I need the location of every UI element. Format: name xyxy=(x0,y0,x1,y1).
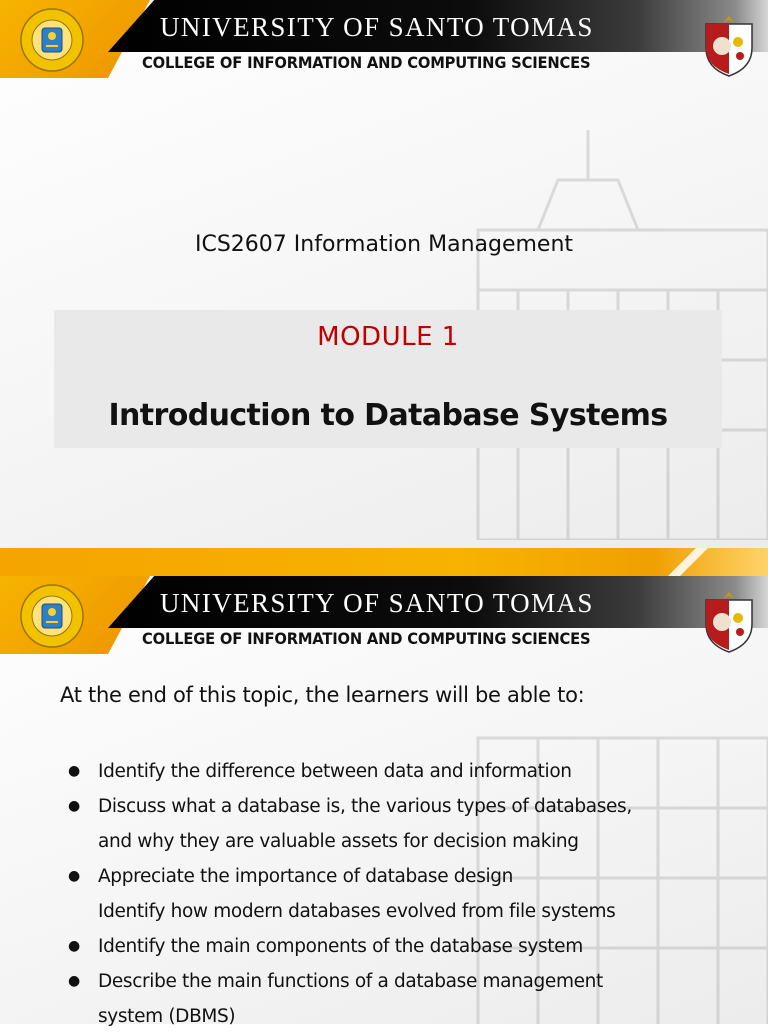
objective-item-continuation xyxy=(60,824,750,859)
module-box xyxy=(54,310,722,448)
cics-crest-icon xyxy=(700,12,758,78)
objective-item xyxy=(60,789,750,824)
objective-text: Identify the difference between data and information xyxy=(98,761,572,782)
ust-seal-icon xyxy=(14,4,86,74)
slide-top-gold-strip xyxy=(0,548,768,576)
module-number: MODULE 1 xyxy=(317,322,459,352)
slide-header xyxy=(0,0,768,80)
objective-text: Discuss what a database is, the various types of databases, xyxy=(98,796,632,817)
bullet-icon: ● xyxy=(68,763,80,779)
objective-item xyxy=(60,929,750,964)
university-name: UNIVERSITY OF SANTO TOMAS xyxy=(160,12,594,42)
objective-text: Describe the main functions of a database management xyxy=(98,971,603,992)
college-name: COLLEGE OF INFORMATION AND COMPUTING SCIENCES xyxy=(142,53,591,72)
bullet-icon: ● xyxy=(68,973,80,989)
bullet-icon: ● xyxy=(68,798,80,814)
slide-header xyxy=(0,576,768,656)
objective-item xyxy=(60,964,750,999)
objective-text: Identify how modern databases evolved from file systems xyxy=(98,901,616,922)
objective-text: Appreciate the importance of database design xyxy=(98,866,514,887)
bullet-icon: ● xyxy=(68,868,80,884)
objective-text: and why they are valuable assets for decision making xyxy=(98,831,579,852)
objective-item xyxy=(60,754,750,789)
module-title: Introduction to Database Systems xyxy=(108,398,668,433)
objectives-intro: At the end of this topic, the learners will be able to: xyxy=(60,683,585,707)
subject-title: ICS2607 Information Management xyxy=(194,232,574,257)
objective-text: system (DBMS) xyxy=(98,1006,236,1027)
objective-text: Identify the main components of the database system xyxy=(98,936,583,957)
cics-crest-icon xyxy=(700,588,758,654)
objective-item-continuation xyxy=(60,999,750,1034)
objective-item-continuation xyxy=(60,894,750,929)
bullet-icon: ● xyxy=(68,938,80,954)
objective-item xyxy=(60,859,750,894)
ust-seal-icon xyxy=(14,580,86,650)
objectives-list xyxy=(60,754,750,1034)
university-name: UNIVERSITY OF SANTO TOMAS xyxy=(160,588,594,618)
college-name: COLLEGE OF INFORMATION AND COMPUTING SCIENCES xyxy=(142,629,591,648)
